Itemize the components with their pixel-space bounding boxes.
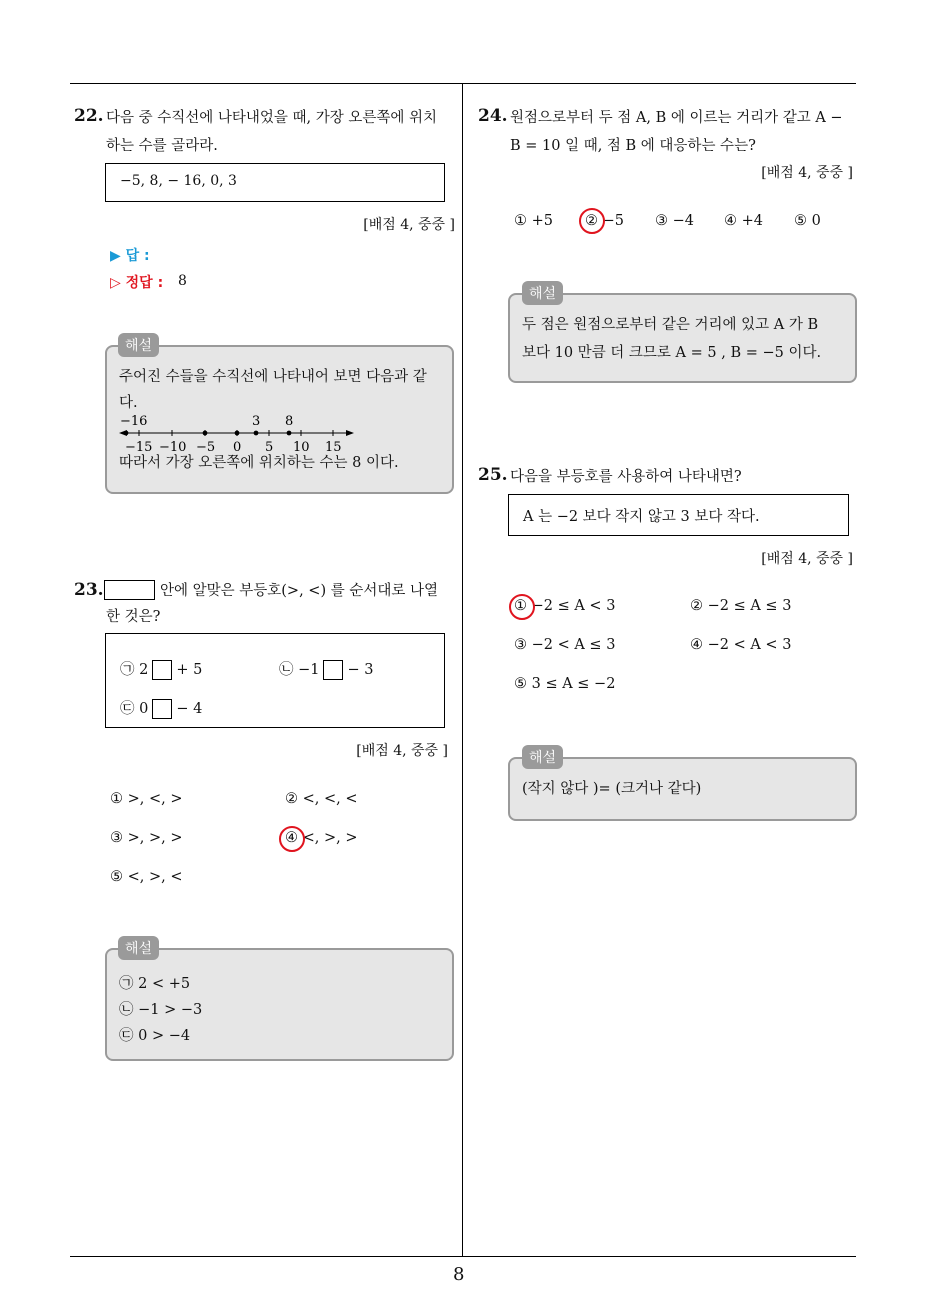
q24-option-4[interactable]: ④ +4	[724, 213, 763, 229]
q25-option-1[interactable]: ① −2 ≤ A < 3	[514, 598, 616, 614]
q22-points: [배점 4, 중중 ]	[363, 217, 455, 233]
q22-solution-line2: 다.	[119, 395, 138, 411]
q25-text-line1: 다음을 부등호를 사용하여 나타내면?	[510, 469, 742, 485]
q23-text-line2: 한 것은?	[106, 609, 161, 625]
q23-number: 23.	[74, 580, 104, 600]
q23-items-box	[105, 633, 445, 728]
bottom-rule	[70, 1256, 856, 1257]
q25-option-2[interactable]: ② −2 ≤ A ≤ 3	[690, 598, 792, 614]
q25-points: [배점 4, 중중 ]	[761, 551, 853, 567]
q25-option-3[interactable]: ③ −2 < A ≤ 3	[514, 637, 616, 653]
q23-option-3[interactable]: ③ >, >, >	[110, 830, 183, 846]
nl-tick-5: 5	[265, 440, 274, 455]
q23-item-b-blank	[323, 660, 343, 680]
q23-selected-mark	[279, 826, 305, 852]
q24-text-line2: B = 10 일 때, 점 B 에 대응하는 수는?	[510, 138, 756, 154]
column-divider	[462, 83, 463, 1256]
q25-condition-text: A 는 −2 보다 작지 않고 3 보다 작다.	[523, 509, 760, 525]
nl-label-top-3: 3	[252, 414, 261, 429]
q22-solution-line3: 따라서 가장 오른쪽에 위치하는 수는 8 이다.	[119, 455, 399, 471]
q23-item-a-mark: ㉠	[120, 662, 135, 678]
q24-solution-panel	[508, 293, 857, 383]
q23-item-b-mark: ㉡	[279, 662, 294, 678]
q23-solution-line2: ㉡ −1 > −3	[119, 1002, 203, 1018]
nl-tick-minus5: −5	[196, 440, 216, 455]
q22-given-numbers: −5, 8, − 16, 0, 3	[120, 173, 237, 189]
q23-blank-box	[104, 580, 155, 600]
q25-number: 25.	[478, 465, 508, 485]
q23-option-1[interactable]: ① >, <, >	[110, 791, 183, 807]
nl-arrow-right	[346, 430, 354, 436]
q24-option-2[interactable]: ② −5	[585, 213, 624, 229]
q22-text-line1: 다음 중 수직선에 나타내었을 때, 가장 오른쪽에 위치	[106, 110, 438, 126]
q23-solution-tag: 해설	[118, 936, 159, 960]
q25-solution-line1: (작지 않다 )= (크거나 같다)	[522, 781, 702, 797]
q22-correct-label: ▷ 정답 :	[110, 275, 164, 291]
top-rule	[70, 83, 856, 84]
q22-solution-panel	[105, 345, 454, 494]
nl-tick-minus10: −10	[159, 440, 187, 455]
q23-item-c-mark: ㉢	[120, 701, 135, 717]
q23-points: [배점 4, 중중 ]	[356, 743, 448, 759]
q22-text-line2: 하는 수를 골라라.	[106, 138, 218, 154]
q22-given-box	[105, 163, 445, 202]
q23-option-5[interactable]: ⑤ <, >, <	[110, 869, 183, 885]
q23-item-a-blank	[152, 660, 172, 680]
q22-solution-line1: 주어진 수들을 수직선에 나타내어 보면 다음과 같	[119, 369, 427, 385]
q23-item-c-left: 0	[139, 701, 149, 717]
q24-text-line1: 원점으로부터 두 점 A, B 에 이르는 거리가 같고 A −	[510, 110, 843, 126]
nl-label-top-minus16: −16	[120, 414, 148, 429]
q24-points: [배점 4, 중중 ]	[761, 165, 853, 181]
nl-tick-15: 15	[325, 440, 342, 455]
q23-item-c-right: − 4	[176, 701, 203, 717]
page-number: 8	[453, 1264, 465, 1285]
q23-item-a-right: + 5	[176, 662, 203, 678]
q22-correct-value: 8	[178, 273, 187, 289]
q23-option-4[interactable]: ④ <, >, >	[285, 830, 358, 846]
q23-item-c-blank	[152, 699, 172, 719]
q24-solution-line1: 두 점은 원점으로부터 같은 거리에 있고 A 가 B	[522, 317, 819, 333]
q25-selected-mark	[509, 594, 535, 620]
q23-item-b-left: −1	[298, 662, 320, 678]
nl-label-top-8: 8	[285, 414, 294, 429]
q23-solution-line1: ㉠ 2 < +5	[119, 976, 191, 992]
q24-option-5[interactable]: ⑤ 0	[794, 213, 821, 229]
q23-item-c	[120, 697, 202, 719]
q23-item-b	[279, 658, 373, 680]
q22-number: 22.	[74, 106, 104, 126]
q24-option-3[interactable]: ③ −4	[655, 213, 694, 229]
q25-option-4[interactable]: ④ −2 < A < 3	[690, 637, 792, 653]
nl-tick-10: 10	[293, 440, 310, 455]
q23-item-b-right: − 3	[347, 662, 374, 678]
q23-item-a	[120, 658, 202, 680]
q25-solution-tag: 해설	[522, 745, 563, 769]
q24-option-1[interactable]: ① +5	[514, 213, 553, 229]
q22-answer-label: ▶ 답 :	[110, 248, 150, 264]
q24-solution-tag: 해설	[522, 281, 563, 305]
q23-text-line1: 안에 알맞은 부등호(>, <) 를 순서대로 나열	[160, 583, 438, 599]
q22-solution-tag: 해설	[118, 333, 159, 357]
q25-condition-box	[508, 494, 849, 536]
nl-tick-minus15: −15	[125, 440, 153, 455]
q24-number: 24.	[478, 106, 508, 126]
q24-selected-mark	[579, 208, 605, 234]
q23-solution-line3: ㉢ 0 > −4	[119, 1028, 191, 1044]
q25-option-5[interactable]: ⑤ 3 ≤ A ≤ −2	[514, 676, 616, 692]
q24-solution-line2: 보다 10 만큼 더 크므로 A = 5 , B = −5 이다.	[522, 345, 822, 361]
q23-item-a-left: 2	[139, 662, 149, 678]
q23-option-2[interactable]: ② <, <, <	[285, 791, 358, 807]
nl-tick-0: 0	[233, 440, 242, 455]
q23-solution-panel	[105, 948, 454, 1061]
